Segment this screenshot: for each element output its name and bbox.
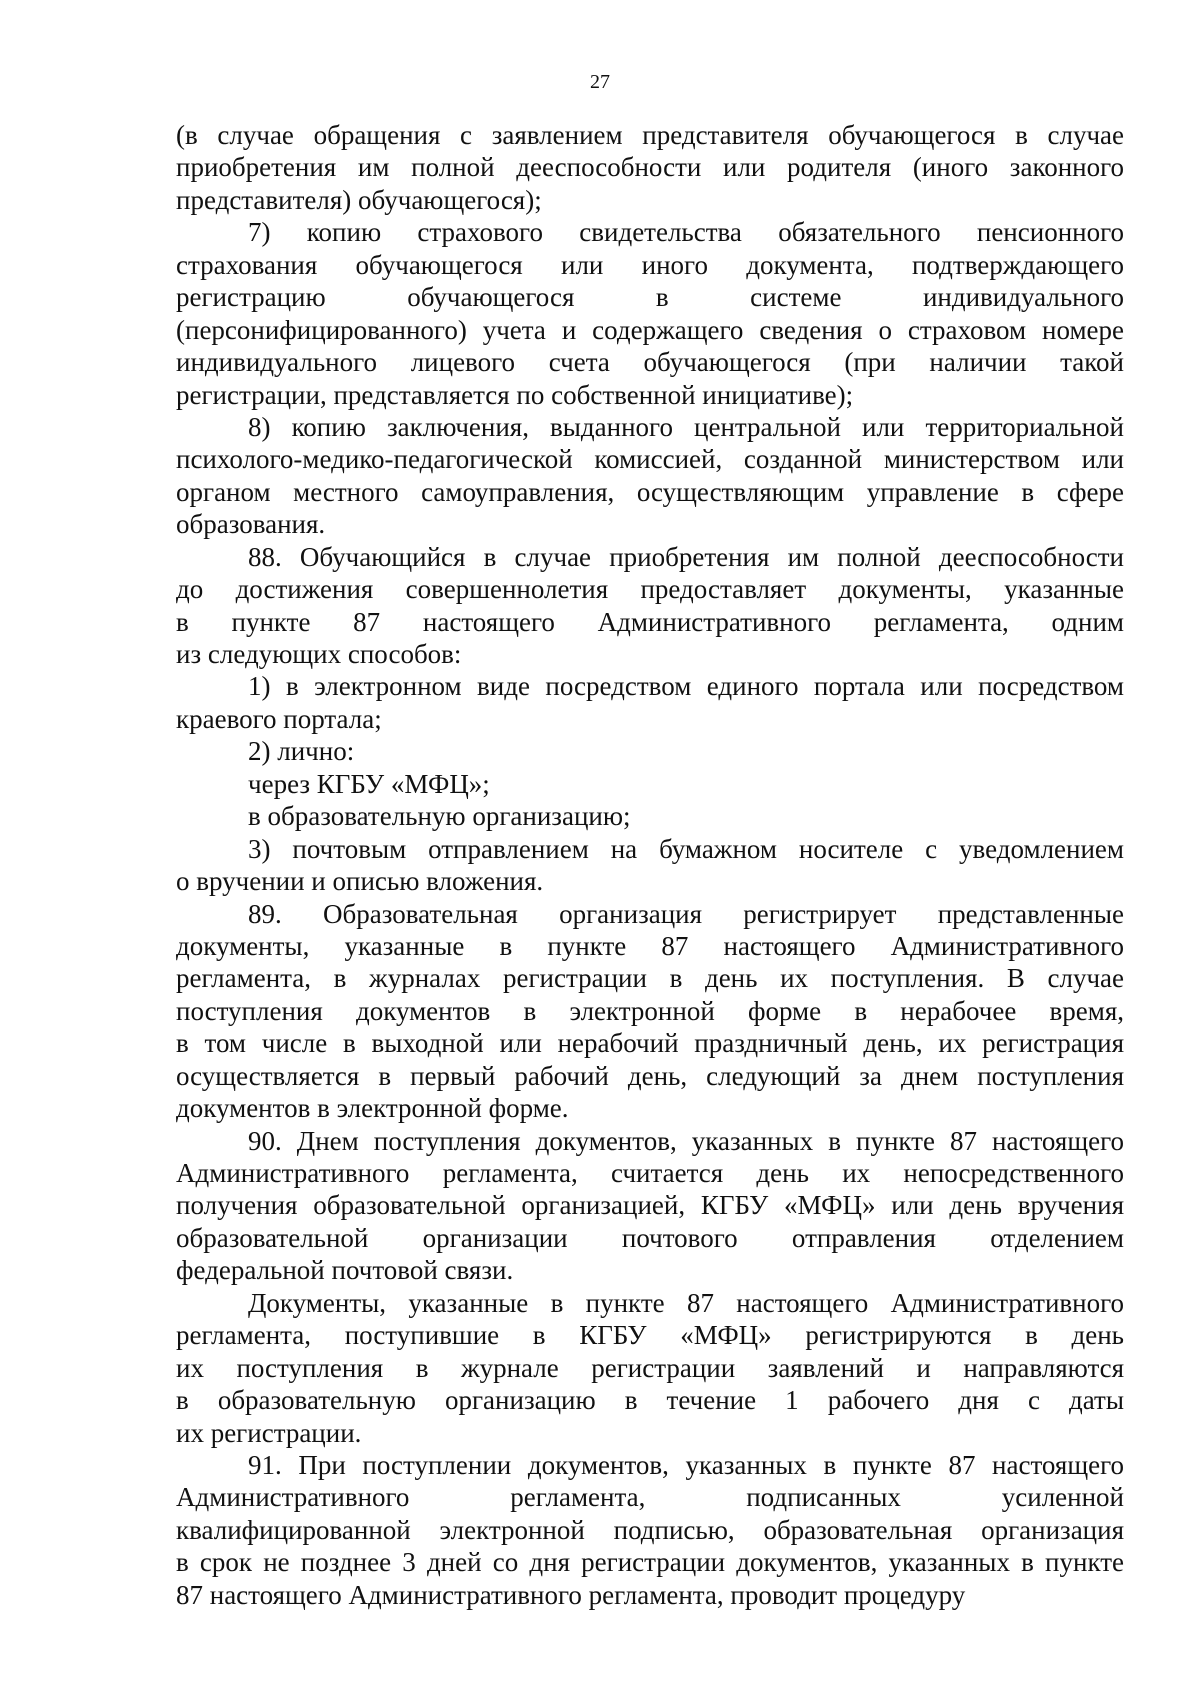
text-line: до достижения совершеннолетия предоставляет документы, указанные xyxy=(176,574,1124,605)
text-line: документов в электронной форме. xyxy=(176,1093,569,1124)
text-line: (персонифицированного) учета и содержащего сведения о страховом номере xyxy=(176,314,1124,345)
text-line: Административного регламента, подписанных усиленной xyxy=(176,1482,1124,1513)
text-line: краевого портала; xyxy=(176,703,382,734)
text-line: документы, указанные в пункте 87 настоящего Административного xyxy=(176,930,1124,961)
text-line: их поступления в журнале регистрации заявлений и направляются xyxy=(176,1352,1124,1383)
text-line: регламента, в журналах регистрации в день их поступления. В случае xyxy=(176,963,1124,994)
paragraph-para-89 xyxy=(176,898,1124,1125)
text-line: образования. xyxy=(176,509,326,540)
text-line: органом местного самоуправления, осуществляющим управление в сфере xyxy=(176,476,1124,507)
text-line: в том числе в выходной или нерабочий праздничный день, их регистрация xyxy=(176,1028,1124,1059)
text-line: федеральной почтовой связи. xyxy=(176,1255,514,1286)
text-line: поступления документов в электронной форме в нерабочее время, xyxy=(176,995,1124,1026)
text-line: 1) в электронном виде посредством единого портала или посредством xyxy=(248,671,1124,702)
text-line: психолого-медико-педагогической комиссией, созданной министерством или xyxy=(176,444,1124,475)
text-line: квалифицированной электронной подписью, образовательная организация xyxy=(176,1514,1124,1545)
paragraph-method-2b xyxy=(176,800,1124,832)
text-line: 90. Днем поступления документов, указанных в пункте 87 настоящего xyxy=(248,1125,1124,1156)
paragraph-method-3 xyxy=(176,833,1124,898)
text-line: в пункте 87 настоящего Административного регламента, одним xyxy=(176,606,1124,637)
text-line: образовательной организации почтового отправления отделением xyxy=(176,1222,1124,1253)
text-line: из следующих способов: xyxy=(176,639,462,669)
document-body xyxy=(176,119,1124,1611)
text-line: 87 настоящего Административного регламента, проводит процедуру xyxy=(176,1579,966,1610)
paragraph-item-8 xyxy=(176,411,1124,541)
paragraph-continuation xyxy=(176,119,1124,216)
text-line: в образовательную организацию; xyxy=(248,801,631,832)
paragraph-para-90 xyxy=(176,1125,1124,1287)
paragraph-para-88 xyxy=(176,541,1124,671)
text-line: регистрации, представляется по собственной инициативе); xyxy=(176,379,854,410)
text-line: 7) копию страхового свидетельства обязательного пенсионного xyxy=(248,217,1124,248)
text-line: Административного регламента, считается день их непосредственного xyxy=(176,1158,1124,1188)
text-line: 8) копию заключения, выданного центральной или территориальной xyxy=(248,411,1124,442)
text-line: получения образовательной организацией, КГБУ «МФЦ» или день вручения xyxy=(176,1190,1124,1221)
text-line: 89. Образовательная организация регистрирует представленные xyxy=(248,898,1124,929)
text-line: страхования обучающегося или иного документа, подтверждающего xyxy=(176,249,1124,280)
text-line: о вручении и описью вложения. xyxy=(176,866,544,897)
text-line: через КГБУ «МФЦ»; xyxy=(248,768,490,799)
text-line: в образовательную организацию в течение 1 рабочего дня с даты xyxy=(176,1385,1124,1416)
text-line: в срок не позднее 3 дней со дня регистрации документов, указанных в пункте xyxy=(176,1547,1124,1578)
text-line: индивидуального лицевого счета обучающегося (при наличии такой xyxy=(176,347,1124,378)
paragraph-method-2a xyxy=(176,768,1124,800)
paragraph-method-2 xyxy=(176,735,1124,767)
text-line: Документы, указанные в пункте 87 настоящего Административного xyxy=(248,1287,1124,1318)
text-line: регистрацию обучающегося в системе индивидуального xyxy=(176,282,1124,313)
paragraph-item-7 xyxy=(176,216,1124,411)
paragraph-method-1 xyxy=(176,670,1124,735)
text-line: 88. Обучающийся в случае приобретения им полной дееспособности xyxy=(248,541,1124,572)
text-line: 3) почтовым отправлением на бумажном носителе с уведомлением xyxy=(248,833,1124,864)
text-line: их регистрации. xyxy=(176,1417,362,1448)
text-line: 2) лично: xyxy=(248,736,355,767)
text-line: 91. При поступлении документов, указанных в пункте 87 настоящего xyxy=(248,1449,1124,1480)
page-number: 27 xyxy=(590,71,610,93)
paragraph-para-91 xyxy=(176,1449,1124,1611)
text-line: (в случае обращения с заявлением представителя обучающегося в случае xyxy=(176,120,1124,150)
text-line: представителя) обучающегося); xyxy=(176,184,542,215)
text-line: приобретения им полной дееспособности или родителя (иного законного xyxy=(176,152,1124,183)
text-line: осуществляется в первый рабочий день, следующий за днем поступления xyxy=(176,1060,1124,1091)
paragraph-para-90b xyxy=(176,1287,1124,1449)
text-line: регламента, поступившие в КГБУ «МФЦ» регистрируются в день xyxy=(176,1320,1124,1351)
